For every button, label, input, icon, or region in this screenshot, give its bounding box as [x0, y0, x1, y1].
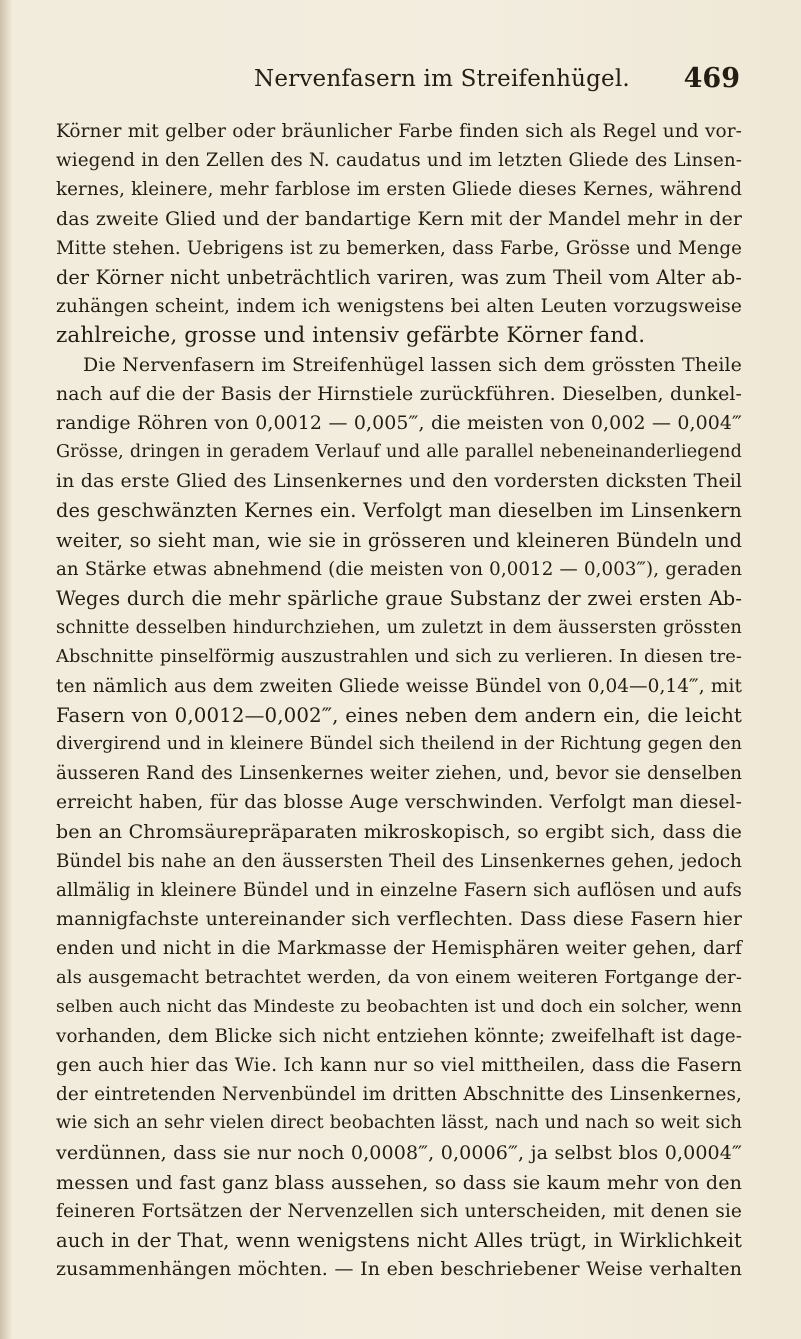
text-line: messen und fast ganz blass aussehen, so dass sie kaum mehr von den	[56, 1170, 742, 1194]
text-line: allmälig in kleinere Bündel und in einzelne Fasern sich auflösen und aufs	[56, 879, 742, 901]
text-line: ten nämlich aus dem zweiten Gliede weisse Bündel von 0,04—0,14‴, mit	[56, 675, 742, 697]
text-line: auch in der That, wenn wenigstens nicht Alles trügt, in Wirklichkeit	[56, 1229, 742, 1253]
text-line: in das erste Glied des Linsenkernes und den vordersten dicksten Theil	[56, 470, 742, 493]
text-line: nach auf die der Basis der Hirnstiele zurückführen. Dieselben, dunkel-	[56, 383, 742, 405]
text-line: erreicht haben, für das blosse Auge verschwinden. Verfolgt man diesel-	[56, 792, 742, 814]
text-line-part: wiegend in den Zellen des N. caudatus und im letzten Gliede des Linsen-	[56, 150, 742, 172]
text-line: randige Röhren von 0,0012 — 0,005‴, die meisten von 0,002 — 0,004‴	[56, 411, 742, 434]
text-line: Fasern von 0,0012—0,002‴, eines neben dem andern ein, die leicht	[56, 703, 742, 727]
page-header	[254, 63, 740, 100]
text-line: divergirend und in kleinere Bündel sich theilend in der Richtung gegen den	[56, 733, 742, 754]
text-line: Körner mit gelber oder bräunlicher Farbe finden sich als Regel und vor-	[56, 121, 742, 142]
text-line: kernes, kleinere, mehr farblose im ersten Gliede dieses Kernes, während	[56, 179, 742, 201]
page-spine-shadow	[0, 0, 12, 1339]
text-line: zuhängen scheint, indem ich wenigstens bei alten Leuten vorzugsweise	[56, 296, 742, 318]
text-line: mannigfachste untereinander sich verflechten. Dass diese Fasern hier	[56, 908, 742, 931]
text-line: der eintretenden Nervenbündel im dritten Abschnitte des Linsenkernes,	[56, 1084, 742, 1106]
text-line: vorhanden, dem Blicke sich nicht entziehen könnte; zweifelhaft ist dage-	[56, 1025, 742, 1047]
text-line: Grösse, dringen in geradem Verlauf und alle parallel nebeneinanderliegend	[56, 442, 742, 463]
text-line: enden und nicht in die Markmasse der Hemisphären weiter gehen, darf	[56, 938, 742, 960]
text-line: der Körner nicht unbeträchtlich variren, was zum Theil vom Alter ab-	[56, 265, 742, 289]
text-line: zusammenhängen möchten. — In eben beschriebener Weise verhalten	[56, 1258, 742, 1281]
text-line: das zweite Glied und der bandartige Kern mit der Mandel mehr in der	[56, 207, 742, 230]
text-line: gen auch hier das Wie. Ich kann nur so viel mittheilen, dass die Fasern	[56, 1055, 742, 1076]
text-line: zahlreiche, grosse und intensiv gefärbte Körner fand.	[56, 323, 646, 349]
running-title: Nervenfasern im Streifenhügel.	[254, 66, 630, 92]
text-line	[56, 146, 742, 175]
text-line: ben an Chromsäurepräparaten mikroskopisch, so ergibt sich, dass die	[56, 820, 742, 843]
text-line: verdünnen, dass sie nur noch 0,0008‴, 0,0006‴, ja selbst blos 0,0004‴	[56, 1141, 742, 1164]
text-line: wie sich an sehr vielen direct beobachten lässt, nach und nach so weit sich	[56, 1113, 742, 1134]
text-line: schnitte desselben hindurchziehen, um zuletzt in dem äussersten grössten	[56, 617, 742, 639]
text-line: feineren Fortsätzen der Nervenzellen sich unterscheiden, mit denen sie	[56, 1200, 742, 1222]
text-line: Mitte stehen. Uebrigens ist zu bemerken, dass Farbe, Grösse und Menge	[56, 237, 742, 259]
text-line: Weges durch die mehr spärliche graue Substanz der zwei ersten Ab-	[56, 587, 742, 610]
text-line: des geschwänzten Kernes ein. Verfolgt man dieselben im Linsenkern	[56, 499, 742, 523]
text-line: Die Nervenfasern im Streifenhügel lassen sich dem grössten Theile	[83, 353, 742, 376]
text-line: Abschnitte pinselförmig auszustrahlen und sich zu verlieren. In diesen tre-	[56, 646, 742, 668]
text-line: weiter, so sieht man, wie sie in grösseren und kleineren Bündeln und	[56, 528, 742, 552]
text-line: als ausgemacht betrachtet werden, da von einem weiteren Fortgange der-	[56, 967, 742, 989]
text-line: äusseren Rand des Linsenkernes weiter ziehen, und, bevor sie denselben	[56, 763, 742, 785]
text-line: selben auch nicht das Mindeste zu beobachten ist und doch ein solcher, wenn	[56, 996, 742, 1017]
text-line: an Stärke etwas abnehmend (die meisten von 0,0012 — 0,003‴), geraden	[56, 558, 742, 580]
body-text	[56, 117, 742, 1285]
page-number: 469	[683, 63, 740, 94]
text-line: Bündel bis nahe an den äussersten Theil des Linsenkernes gehen, jedoch	[56, 850, 742, 872]
